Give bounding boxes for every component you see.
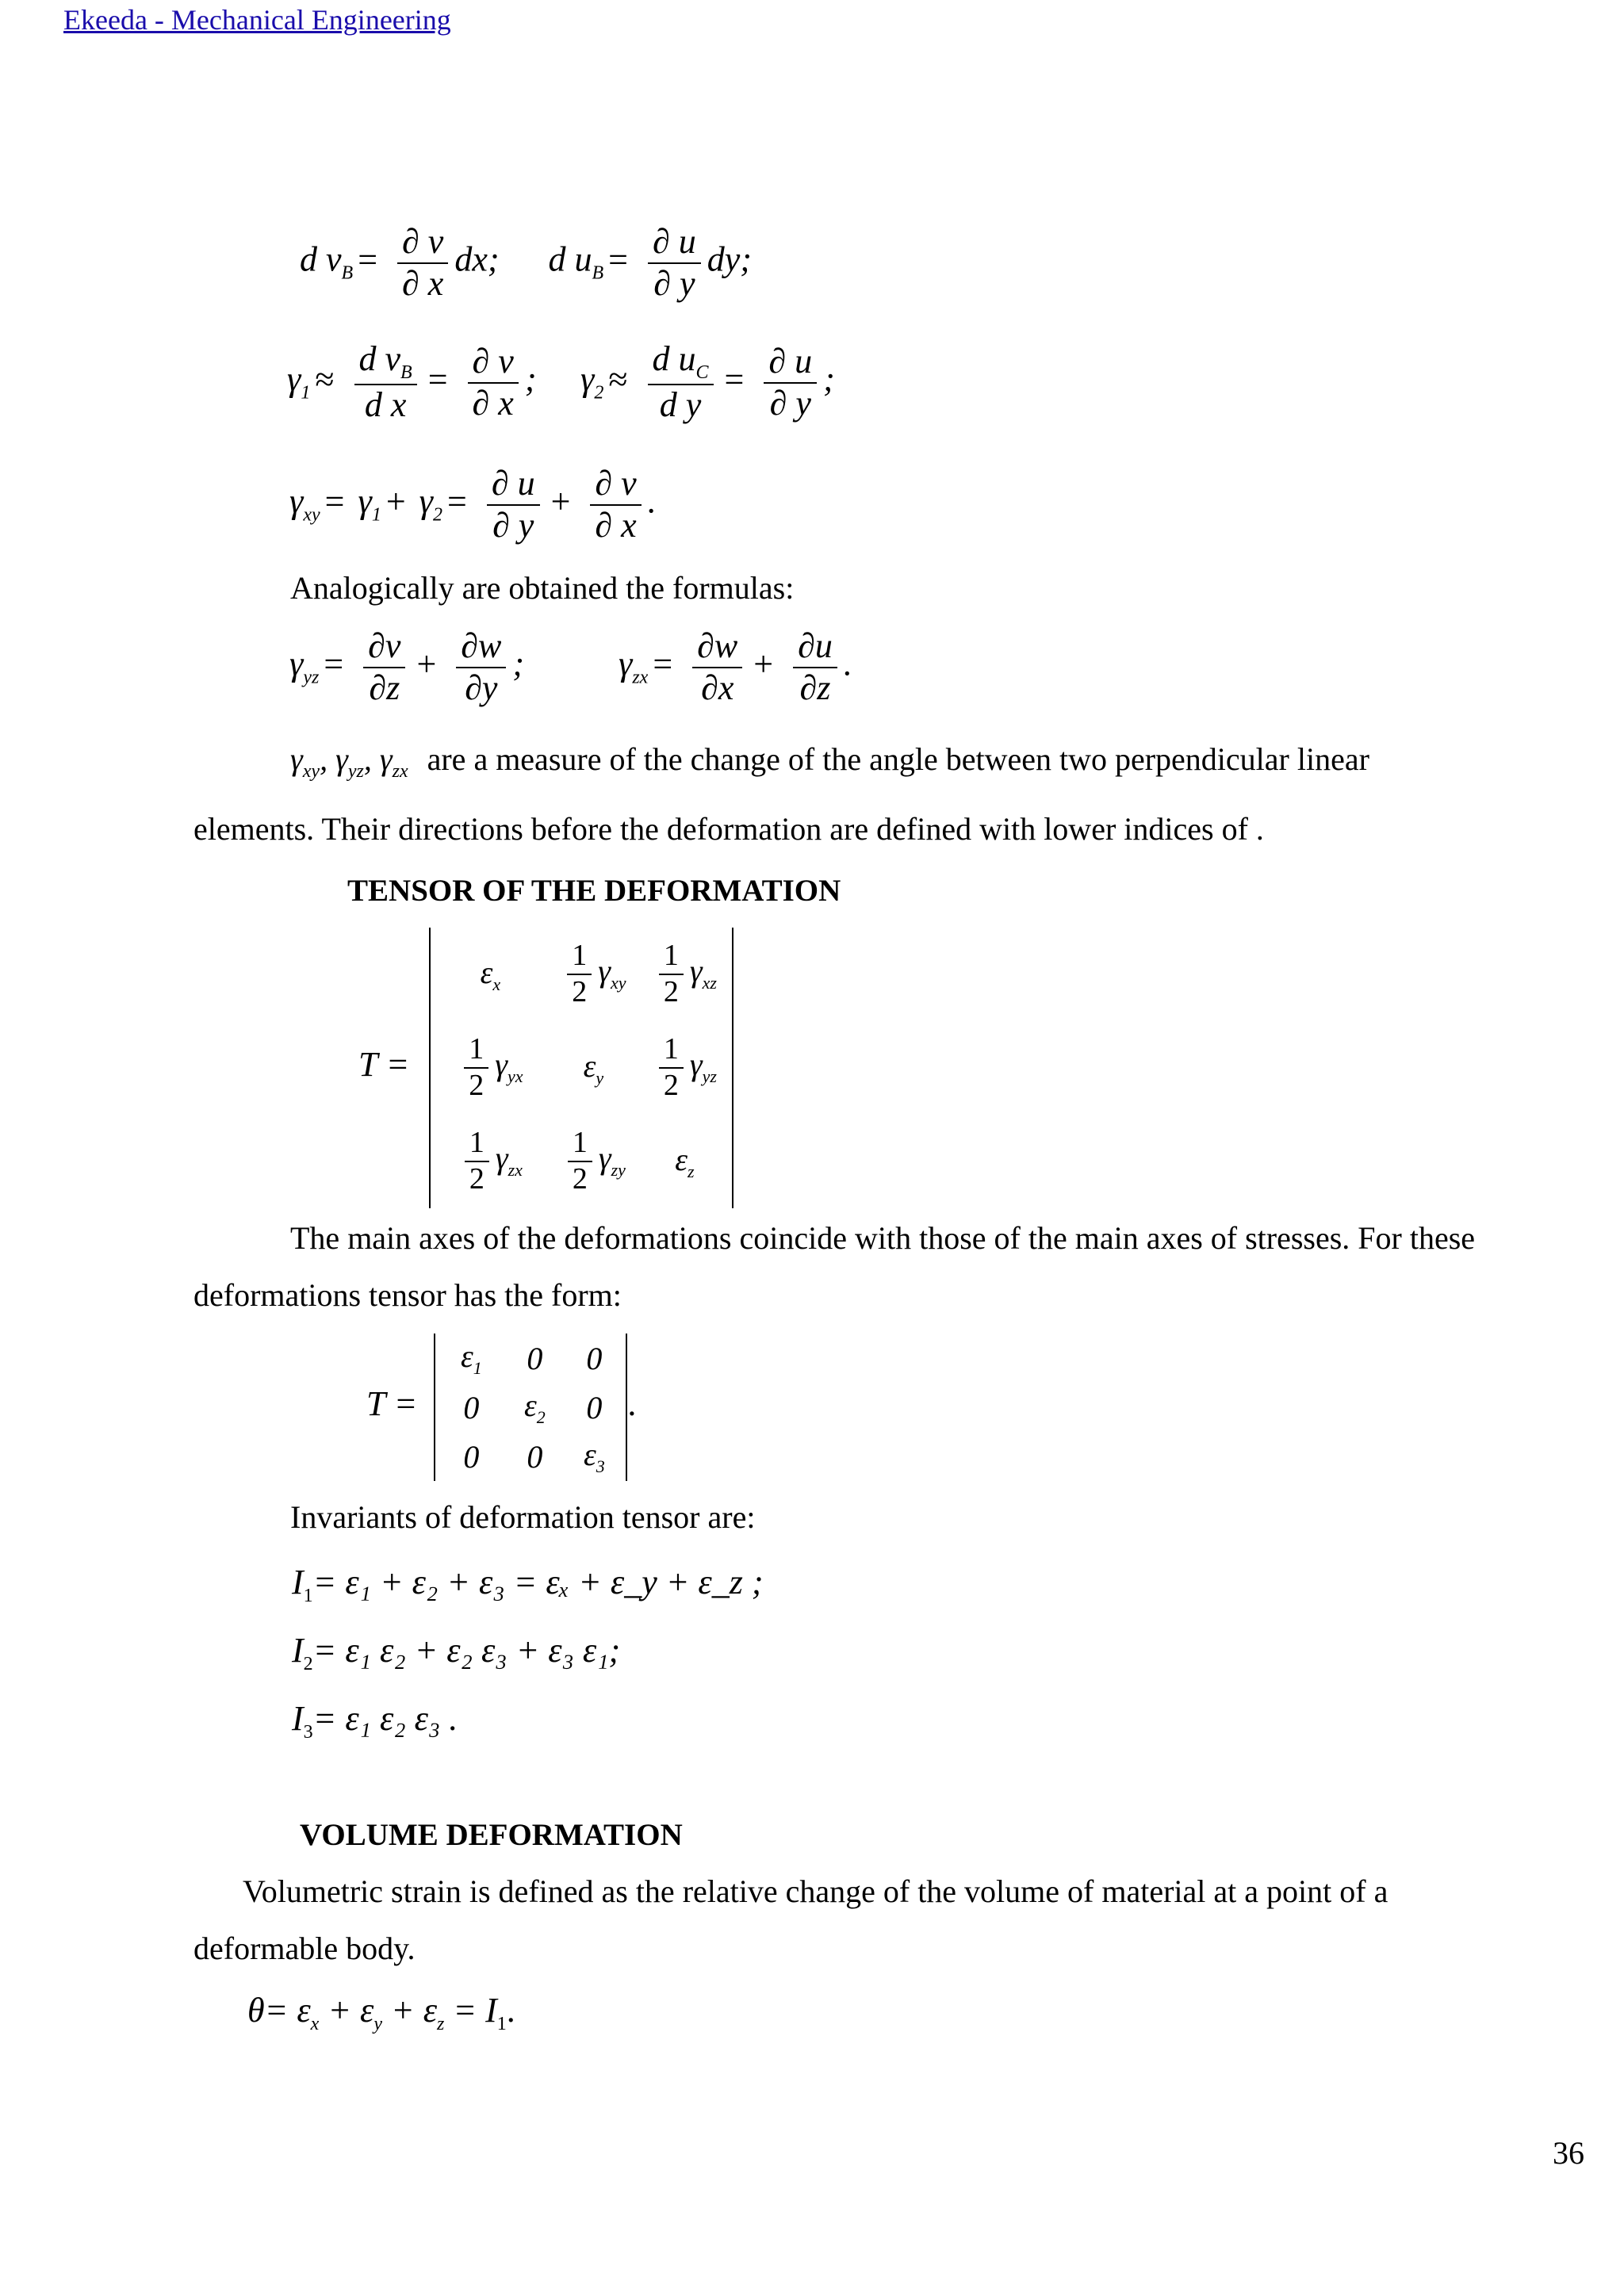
equation-gamma1: $\gamma_1$ ≈ $\frac{d v_B}{\text{d x}}$ = $\frac{\partial v}{\partial x}$ ; [287,339,537,425]
paragraph-main-axes-line2: deformations tensor has the form: [193,1277,622,1313]
paragraph-measure-line2: elements. Their directions before the deformation are defined with lower indices of . [193,811,1264,847]
heading-volume-deformation: VOLUME DEFORMATION [300,1818,683,1852]
equation-gamma-zx: $\gamma_{zx}$ = $\frac{\partial w}{\partial x}$ + $\frac{\partial u}{\partial z}$ . [619,626,852,707]
heading-tensor-deformation: TENSOR OF THE DEFORMATION [347,874,841,908]
equation-gamma-xy: $\gamma_{xy} = \gamma_1 + \gamma_2$ = $\frac{\partial u}{\partial y}$ + $\frac{\partial v}{\partial x}$ . [289,464,657,545]
text-analogically: Analogically are obtained the formulas: [290,570,795,606]
equation-invariant-1: $I_1= \varepsilon_1 + \varepsilon_2 + \varepsilon_3 = \varepsilon_x$ + ε_y + ε_z ; [292,1563,764,1606]
text-invariants: Invariants of deformation tensor are: [290,1499,756,1535]
equation-displacements: d $v_B$ = $\frac{\partial v}{\partial x}$ dx; d $u_B$ = $\frac{\partial u}{\partial y}$ dy; [300,222,752,303]
equation-gamma-yz: $\gamma_{yz}$ = $\frac{\partial v}{\partial z}$ + $\frac{\partial w}{\partial y}$ ; [289,626,525,707]
tensor-principal-matrix: T = $\varepsilon_1$ 0 0 0 $\varepsilon_2$ 0 0 0 $\varepsilon_3$ . [366,1334,636,1481]
equation-invariant-3: $I_3= \varepsilon_1$ ε₂ ε₃ . [292,1699,458,1743]
paragraph-volumetric-line2: deformable body. [193,1931,416,1966]
tensor-deformation-matrix: T = $\varepsilon_x$ $\frac{1}{2}$ $\gamma_{xy}$ $\frac{1}{2}$ $\gamma_{xz}$ $\frac{1}{2}$ $\gamma_{yx}$ $\varepsilon_y$ $\frac{1}{2}$ $\gamma_{yz}$ $\frac{1}{2}$ $\gamma_{zx}$ $\frac{1}{2}$ $\gamma_{zy}$ $\varepsilon_z$ [358,928,733,1208]
equation-invariant-2: $I_2= \varepsilon_1$ ε₂ + ε₂ ε₃ + ε₃ ε₁; [292,1631,621,1674]
equation-gamma2: $\gamma_2$ ≈ $\frac{d u_C}{\text{d y}}$ = $\frac{\partial u}{\partial y}$ ; [580,339,835,425]
equation-volumetric-strain: $\theta= \varepsilon_x + \varepsilon_y + \varepsilon_z = I_1$. [247,1991,515,2034]
paragraph-measure-line1: $\gamma_{xy}$, $\gamma_{yz}$, $\gamma_{zx}$ are a measure of the change of the angle between two perpendicular linear [290,741,1369,782]
paragraph-main-axes-line1: The main axes of the deformations coincide with those of the main axes of stresses. For these [290,1220,1476,1256]
header-link[interactable]: Ekeeda - Mechanical Engineering [63,4,451,36]
page-number: 36 [1553,2135,1584,2171]
paragraph-volumetric-line1: Volumetric strain is defined as the relative change of the volume of material at a point of a [243,1873,1388,1909]
